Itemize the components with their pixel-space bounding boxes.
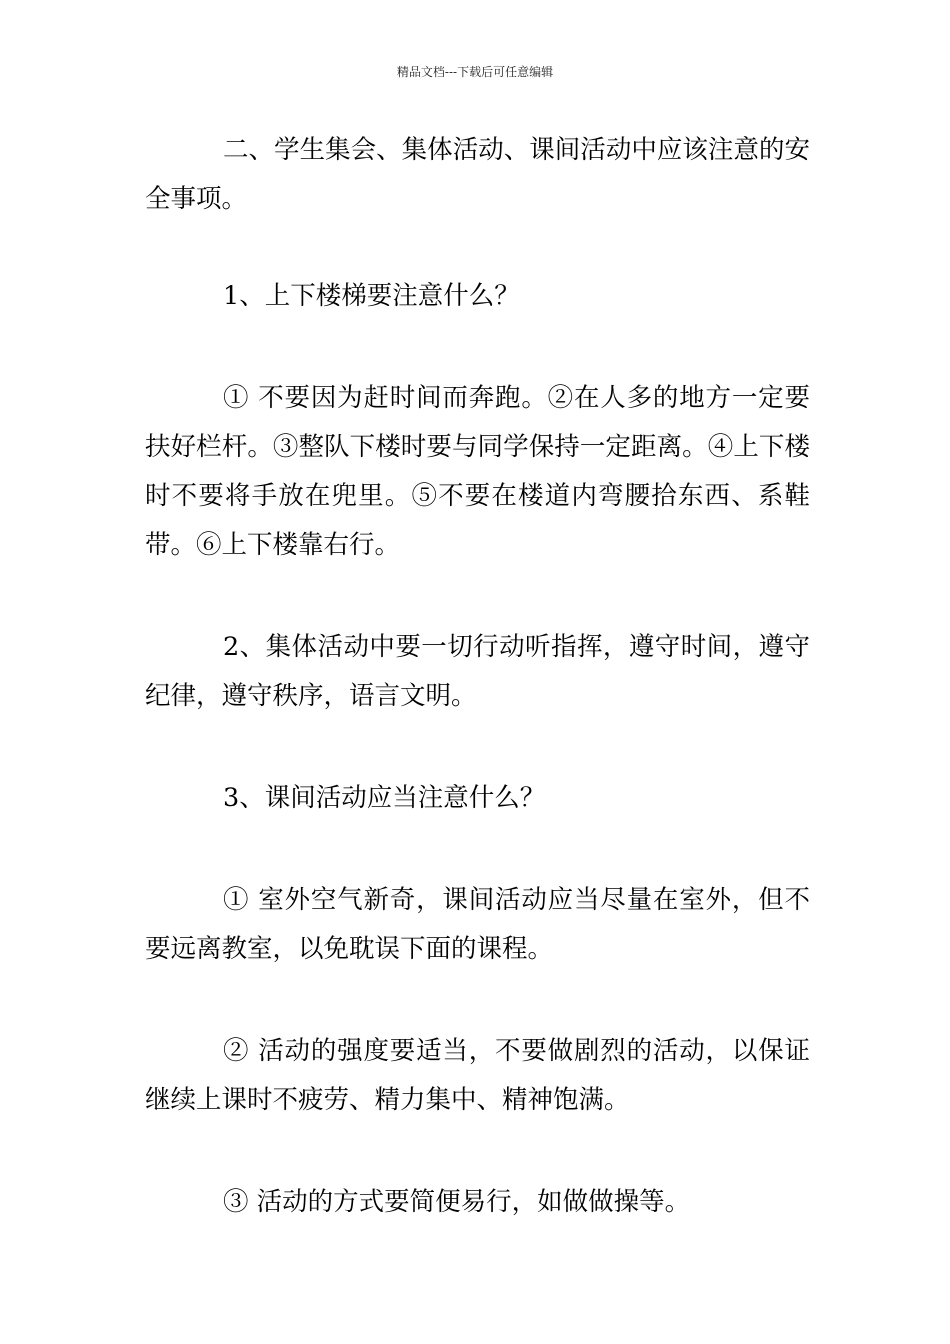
section-heading: 二、学生集会、集体活动、课间活动中应该注意的安全事项。 <box>145 135 810 214</box>
question-1: 1、上下楼梯要注意什么？ <box>223 281 520 311</box>
answer-3-item-2: ② 活动的强度要适当，不要做剧烈的活动，以保证继续上课时不疲劳、精力集中、精神饱满。 <box>145 1036 810 1115</box>
document-body <box>145 126 810 1227</box>
answer-3-item-1: ① 室外空气新奇，课间活动应当尽量在室外，但不要远离教室，以免耽误下面的课程。 <box>145 885 810 964</box>
item-2-paragraph: 2、集体活动中要一切行动听指挥，遵守时间，遵守纪律，遵守秩序，语言文明。 <box>145 632 810 711</box>
question-3: 3、课间活动应当注意什么？ <box>223 783 546 813</box>
answer-1-paragraph: ① 不要因为赶时间而奔跑。②在人多的地方一定要扶好栏杆。③整队下楼时要与同学保持一定距离。④上下楼时不要将手放在兜里。⑤不要在楼道内弯腰拾东西、系鞋带。⑥上下楼靠右行。 <box>145 383 810 560</box>
page-header: 精品文档---下载后可任意编辑 <box>396 65 554 79</box>
answer-3-item-3: ③ 活动的方式要简便易行，如做做操等。 <box>223 1187 691 1217</box>
